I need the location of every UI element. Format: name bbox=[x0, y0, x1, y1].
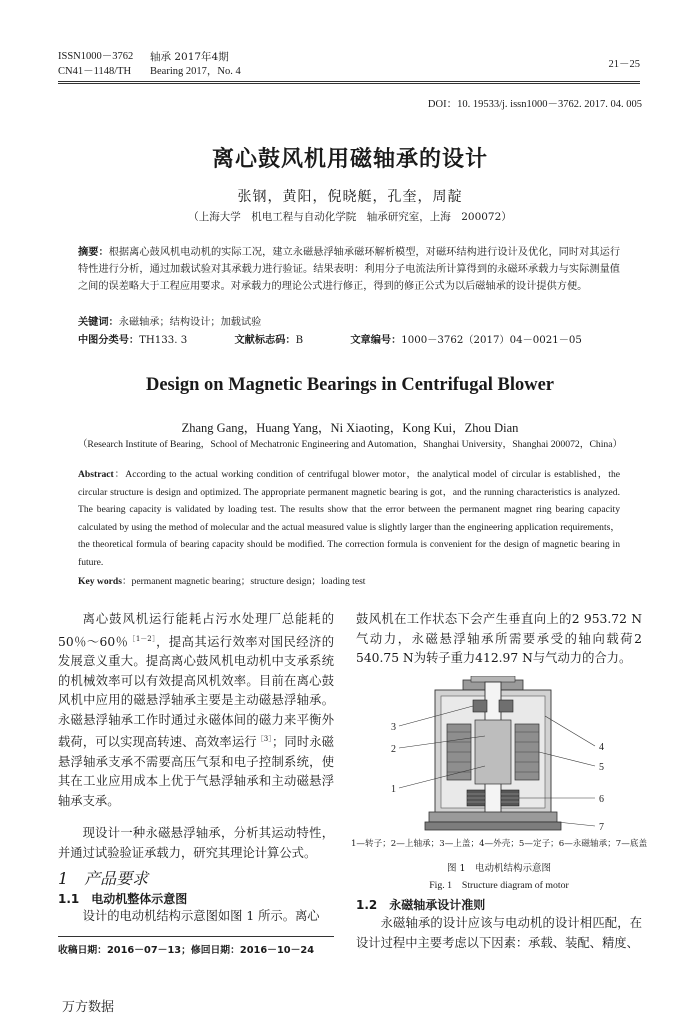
abstract-en bbox=[78, 466, 620, 572]
footnote-rule bbox=[58, 936, 334, 937]
intro-text-b: ，提高其运行效率对国民经济的发展意义重大。提高离心鼓风机电动机中支承系统的机械效率可以有效提高风机效率。目前在离心鼓风机中应用的磁悬浮轴承主要是主动磁悬浮轴承。永磁悬浮轴承工作时通过永磁体间的磁力来平衡外载荷，可以实现高转速、高效率运行 bbox=[58, 634, 334, 750]
citation-3: ［3］ bbox=[256, 735, 273, 744]
clc-label: 中图分类号： bbox=[78, 335, 140, 346]
issn: ISSN1000－3762 bbox=[58, 51, 134, 62]
fig-label-1: 1 bbox=[391, 784, 396, 795]
intro-text-c: ；同时永磁悬浮轴承支承不需要高压气泵和电子控制系统，使其在工业应用成本上优于气悬浮轴承和主动磁悬浮轴承支承。 bbox=[58, 735, 334, 808]
abstract-cn bbox=[78, 244, 620, 295]
header-rule-2 bbox=[58, 83, 640, 84]
citation-1-2: ［1－2］ bbox=[128, 634, 157, 643]
keywords-cn-label: 关键词： bbox=[78, 317, 119, 328]
affiliation-en: （Research Institute of Bearing，School of Mechatronic Engineering and Automation，Shanghai University，Shanghai 200072，China） bbox=[77, 439, 623, 450]
classification-line bbox=[78, 332, 620, 349]
figure-caption-cn: 图 1 电动机结构示意图 bbox=[446, 863, 552, 874]
section-1-1-heading: 1.1 电动机整体示意图 bbox=[58, 892, 188, 906]
abstract-cn-label: 摘要： bbox=[78, 247, 109, 258]
watermark: 万方数据 bbox=[62, 1000, 115, 1015]
received-dates-text: 收稿日期：2016－07－13；修回日期：2016－10－24 bbox=[58, 945, 315, 956]
clc-value: TH133. 3 bbox=[139, 335, 188, 346]
doc-code-label: 文献标志码： bbox=[234, 335, 296, 346]
header-rule bbox=[58, 81, 640, 82]
page-range: 21－25 bbox=[608, 59, 640, 70]
fig-label-2: 2 bbox=[391, 744, 396, 755]
fig-label-3: 3 bbox=[391, 722, 396, 733]
motor-diagram-svg bbox=[385, 676, 615, 836]
journal-header bbox=[58, 50, 640, 80]
journal-name-en: Bearing 2017，No. 4 bbox=[150, 66, 241, 77]
doc-code-value: B bbox=[295, 335, 304, 346]
figure-legend: 1—转子；2—上轴承；3—上盖；4—外壳；5—定子；6—永磁轴承；7—底盖 bbox=[350, 839, 648, 849]
bottom-cap bbox=[429, 812, 557, 822]
keywords-en-text: ：permanent magnetic bearing；structure design；loading test bbox=[121, 576, 366, 587]
intro-paragraph-2: 现设计一种永磁悬浮轴承，分析其运动特性，并通过试验验证承载力，研究其理论计算公式。 bbox=[58, 826, 334, 860]
abstract-en-text: ：According to the actual working condition of centrifugal blower motor，the analytical model of circular is established，the circular structure is design and optimized. The appropriate permanent magnetic bearing is got，and the running characteristics is analyzed. The bearing capacity is validated by loading test. The results show that the error between the permanent magnet ring bearing capacity calculated by using the method of molecular and the actual measured value is slightly larger than the engineering application requirements，the theoretical formula of bearing capacity should be modified. The correction formula is convenient for the design of magnetic bearing in future. bbox=[78, 469, 620, 568]
motor-structure-figure bbox=[385, 676, 615, 836]
authors-cn: 张钢，黄阳，倪晓艇，孔奎，周靛 bbox=[237, 189, 463, 205]
abstract-cn-text: 根据离心鼓风机电动机的实际工况，建立永磁悬浮轴承磁环解析模型，对磁环结构进行设计及优化，同时对其运行特性进行分析，通过加载试验对其承载力进行验证。结果表明：利用分子电流法所计算得到的永磁环承载力与实际测量值之间的误差略大于工程应用要求。对承载力的理论公式进行修正，得到的修正公式为以后磁轴承的设计提供方便。 bbox=[78, 247, 621, 292]
journal-name-cn: 轴承 2017年4期 bbox=[150, 51, 229, 63]
article-no-value: 1000－3762（2017）04－0021－05 bbox=[401, 335, 582, 346]
received-dates bbox=[58, 942, 314, 956]
authors-en: Zhang Gang，Huang Yang，Ni Xiaoting，Kong Kui，Zhou Dian bbox=[181, 421, 519, 435]
upper-bearing-left bbox=[473, 700, 487, 712]
intro-paragraph-1 bbox=[58, 610, 334, 811]
section-1-1-paragraph: 设计的电动机结构示意图如图 1 所示。离心 bbox=[82, 909, 320, 923]
title-en: Design on Magnetic Bearings in Centrifugal Blower bbox=[145, 375, 554, 395]
cn-number: CN41－1148/TH bbox=[58, 66, 132, 77]
figure-caption-en: Fig. 1 Structure diagram of motor bbox=[429, 880, 569, 891]
page-title: 离心鼓风机用磁轴承的设计 bbox=[211, 146, 488, 172]
keywords-cn bbox=[78, 314, 620, 331]
fig-label-4: 4 bbox=[599, 742, 604, 753]
right-paragraph-1: 鼓风机在工作状态下会产生垂直向上的2 953.72 N气动力，永磁悬浮轴承所需要承受的轴向载荷2 540.75 N为转子重力412.97 N与气动力的合力。 bbox=[356, 612, 642, 665]
section-1-2-paragraph: 永磁轴承的设计应该与电动机的设计相匹配，在设计过程中主要考虑以下因素：承载、装配、精度、 bbox=[356, 916, 642, 950]
intro-text-a: 离心鼓风机运行能耗占污水处理厂总能耗的50％～60％ bbox=[58, 612, 334, 649]
section-1-heading: 1 产品要求 bbox=[58, 869, 149, 888]
upper-bearing-right bbox=[499, 700, 513, 712]
abstract-en-label: Abstract bbox=[78, 469, 114, 480]
keywords-cn-text: 永磁轴承；结构设计；加载试验 bbox=[118, 317, 262, 328]
article-no-label: 文章编号： bbox=[350, 335, 402, 346]
section-1-2-heading: 1.2 永磁轴承设计准则 bbox=[356, 898, 486, 912]
fig-label-6: 6 bbox=[599, 794, 604, 805]
keywords-en bbox=[78, 573, 620, 591]
keywords-en-label: Key words bbox=[78, 576, 122, 587]
affiliation-cn: （上海大学 机电工程与自动化学院 轴承研究室，上海 200072） bbox=[188, 211, 512, 223]
fig-label-5: 5 bbox=[599, 762, 604, 773]
rotor-core bbox=[475, 720, 511, 784]
doi: DOI：10. 19533/j. issn1000－3762. 2017. 04. 005 bbox=[427, 99, 642, 110]
fig-label-7: 7 bbox=[599, 822, 604, 833]
